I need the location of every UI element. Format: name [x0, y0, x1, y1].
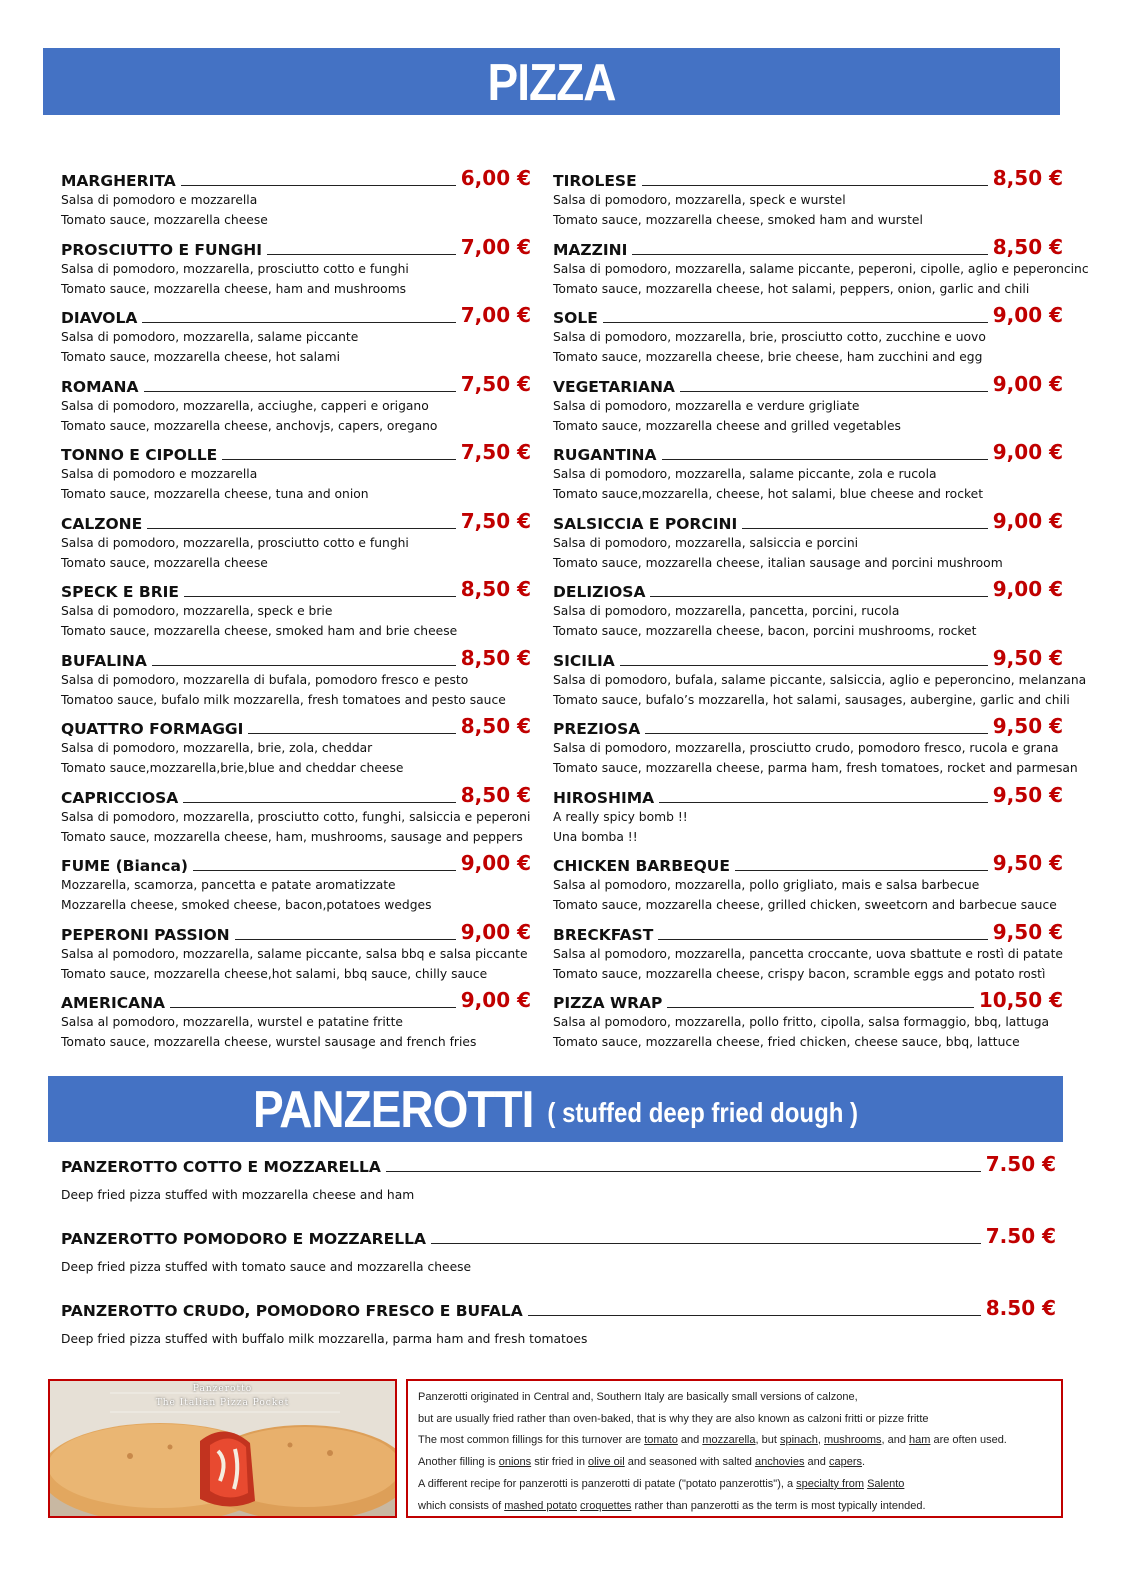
pizza-name: RUGANTINA: [553, 446, 657, 464]
pizza-description-it: Salsa di pomodoro, mozzarella, speck e brie: [61, 604, 333, 618]
pizza-item-header: [553, 574, 1063, 601]
pizza-price: 8,50 €: [460, 782, 531, 807]
info-line: A different recipe for panzerotti is panzerotti di patate ("potato panzerottis"), a specialty from Salento: [418, 1477, 905, 1490]
pizza-item: [553, 437, 1063, 506]
pizza-description-en: Tomato sauce, mozzarella cheese, ham, mushrooms, sausage and peppers: [61, 829, 523, 844]
panzerotto-header: [61, 1222, 1056, 1248]
pizza-description-it: Salsa di pomodoro, mozzarella, pancetta, porcini, rucola: [553, 604, 900, 618]
dotted-leader: [267, 254, 456, 255]
pizza-description-en: Tomato sauce,mozzarella,brie,blue and cheddar cheese: [61, 761, 404, 775]
pizza-item-header: [61, 985, 531, 1012]
dotted-leader: [680, 391, 988, 392]
pizza-item: [61, 917, 531, 986]
pizza-description-en: Tomato sauce, mozzarella cheese, hot salami: [61, 350, 340, 364]
pizza-name: TONNO E CIPOLLE: [61, 446, 218, 464]
pizza-price: 9,00 €: [992, 303, 1063, 327]
dotted-leader: [620, 665, 988, 666]
pizza-price: 9,00 €: [460, 851, 531, 875]
pizza-item: [553, 506, 1063, 575]
dotted-leader: [667, 1007, 973, 1008]
pizza-name: VEGETARIANA: [553, 377, 675, 396]
pizza-item: [553, 643, 1087, 712]
pizza-description-en: Tomato sauce, mozzarella cheese and grilled vegetables: [553, 418, 901, 433]
dotted-leader: [142, 322, 455, 323]
pizza-description-en: Tomato sauce,mozzarella, cheese, hot salami, blue cheese and rocket: [553, 487, 984, 501]
pizza-item: [61, 780, 531, 849]
dotted-leader: [144, 391, 456, 392]
pizza-name: BUFALINA: [61, 651, 147, 670]
pizza-description-it: Salsa di pomodoro, mozzarella, salame piccante: [61, 330, 359, 344]
pizza-description-it: Salsa di pomodoro, mozzarella e verdure grigliate: [553, 398, 860, 413]
pizza-name: PROSCIUTTO E FUNGHI: [61, 240, 263, 259]
dotted-leader: [193, 870, 456, 871]
pizza-price: 9,50 €: [992, 714, 1063, 738]
link-mushrooms[interactable]: mushrooms: [824, 1434, 882, 1447]
pizza-price: 9,00 €: [460, 988, 531, 1012]
pizza-description-en: Mozzarella cheese, smoked cheese, bacon,potatoes wedges: [61, 898, 432, 912]
pizza-price: 7,00 €: [460, 234, 531, 259]
pizza-description-it: Mozzarella, scamorza, pancetta e patate aromatizzate: [61, 878, 396, 892]
pizza-price: 9,00 €: [992, 577, 1063, 601]
dotted-leader: [650, 596, 987, 597]
pizza-price: 10,50 €: [978, 988, 1063, 1012]
pizza-price: 8,50 €: [992, 234, 1063, 259]
panzerotto-item: [61, 1150, 1056, 1222]
link-tomato[interactable]: tomato: [644, 1434, 678, 1447]
pizza-price: 9,50 €: [992, 919, 1063, 944]
pizza-description-en: Tomato sauce, mozzarella cheese, bacon, porcini mushrooms, rocket: [553, 624, 977, 638]
pizza-description-en: Tomato sauce, mozzarella cheese, grilled chicken, sweetcorn and barbecue sauce: [553, 898, 1057, 912]
pizza-price: 8,50 €: [460, 577, 531, 601]
dotted-leader: [235, 939, 456, 940]
pizza-description-en: Tomato sauce, mozzarella cheese, tuna and onion: [61, 487, 369, 501]
panzerotto-name: PANZEROTTO POMODORO E MOZZARELLA: [61, 1230, 426, 1248]
dotted-leader: [147, 528, 456, 529]
pizza-list-right: [553, 163, 1089, 1054]
pizza-description-it: Salsa di pomodoro, mozzarella, prosciutto cotto, funghi, salsiccia e peperoni: [61, 809, 531, 824]
dotted-leader: [152, 665, 456, 666]
pizza-item: [553, 369, 1063, 438]
dotted-leader: [184, 596, 456, 597]
pizza-description-en: Tomato sauce, mozzarella cheese, crispy bacon, scramble eggs and potato rostì: [553, 966, 1046, 981]
dotted-leader: [645, 733, 988, 734]
pizza-description-it: Salsa di pomodoro, mozzarella, acciughe, capperi e origano: [61, 398, 429, 413]
panzerotti-title: PANZEROTTI: [252, 1079, 534, 1139]
pizza-price: 7,00 €: [460, 303, 531, 327]
pizza-item: [61, 300, 531, 369]
info-line: The most common fillings for this turnover are tomato and mozzarella, but spinach, mushrooms, and ham are often used.: [418, 1434, 1007, 1447]
panzerotti-subtitle: ( stuffed deep fried dough ): [547, 1097, 859, 1129]
pizza-description-it: Salsa al pomodoro, mozzarella, wurstel e patatine fritte: [61, 1015, 403, 1029]
link-capers[interactable]: capers: [828, 1456, 862, 1469]
pizza-item: [61, 711, 531, 780]
pizza-description-it: Salsa di pomodoro, mozzarella, prosciutto cotto e funghi: [61, 261, 409, 276]
panzerotti-list: [61, 1150, 1056, 1366]
panzerotto-name: PANZEROTTO COTTO E MOZZARELLA: [61, 1158, 381, 1176]
pizza-item: [553, 711, 1078, 780]
pizza-item-header: [553, 437, 1063, 464]
pizza-name: SICILIA: [553, 651, 615, 670]
pizza-item-header: [61, 643, 531, 670]
pizza-name: DELIZIOSA: [553, 583, 646, 601]
pizza-description-it: Salsa al pomodoro, mozzarella, pancetta croccante, uova sbattute e rostì di patate: [553, 946, 1063, 961]
pizza-item-header: [61, 711, 531, 738]
panzerotto-name: PANZEROTTO CRUDO, POMODORO FRESCO E BUFALA: [61, 1302, 523, 1320]
pizza-item-header: [553, 506, 1063, 533]
pizza-name: SOLE: [553, 309, 598, 327]
panzerotti-banner: [48, 1076, 1063, 1142]
pizza-price: 9,50 €: [992, 851, 1063, 875]
pizza-price: 9,00 €: [992, 508, 1063, 533]
pizza-name: FUME (Bianca): [61, 857, 189, 875]
pizza-item: [553, 848, 1063, 917]
pizza-price: 9,00 €: [460, 919, 531, 944]
dotted-leader: [735, 870, 988, 871]
link-anchovies[interactable]: anchovies: [754, 1456, 805, 1469]
pizza-item-header: [553, 848, 1063, 875]
panzerotto-header: [61, 1150, 1056, 1176]
pizza-item: [61, 574, 531, 643]
pizza-price: 9,00 €: [992, 440, 1063, 464]
pizza-description-en: Tomato sauce, mozzarella cheese, anchovjs, capers, oregano: [61, 418, 438, 433]
pizza-description-en: Tomato sauce, mozzarella cheese: [61, 555, 268, 570]
pizza-item: [553, 985, 1063, 1054]
link-salento[interactable]: Salento: [867, 1477, 905, 1490]
dotted-leader: [248, 733, 455, 734]
dotted-leader: [659, 802, 988, 803]
pizza-description-en: Tomatoo sauce, bufalo milk mozzarella, fresh tomatoes and pesto sauce: [61, 692, 506, 707]
dotted-leader: [222, 459, 455, 460]
pizza-item: [61, 437, 531, 506]
pizza-item: [61, 232, 531, 301]
pizza-item-header: [61, 848, 531, 875]
pizza-description-en: Tomato sauce, mozzarella cheese, wurstel sausage and french fries: [61, 1035, 477, 1049]
pizza-description-it: Salsa di pomodoro, mozzarella, salsiccia e porcini: [553, 535, 859, 550]
photo-caption-title: Panzerotto: [192, 1384, 253, 1394]
link-onions[interactable]: onions: [498, 1456, 532, 1469]
pizza-description-en: Tomato sauce, mozzarella cheese, ham and mushrooms: [61, 281, 407, 296]
pizza-item-header: [61, 917, 531, 944]
panzerotto-item: [61, 1294, 1056, 1366]
link-specialty[interactable]: specialty from: [796, 1477, 865, 1490]
pizza-item-header: [553, 985, 1063, 1012]
link-olive-oil[interactable]: olive oil: [588, 1456, 625, 1469]
info-line: which consists of mashed potato croquettes rather than panzerotti as the term is most typically intended.: [418, 1499, 926, 1512]
pizza-description-en: Tomato sauce, mozzarella cheese, fried chicken, cheese sauce, bbq, lattuce: [553, 1035, 1020, 1049]
pizza-item: [553, 163, 1063, 232]
pizza-item: [553, 780, 1063, 849]
pizza-price: 8,50 €: [460, 645, 531, 670]
pizza-name: PREZIOSA: [553, 720, 641, 738]
pizza-item: [553, 917, 1063, 986]
pizza-description-it: Salsa di pomodoro, mozzarella, speck e wurstel: [553, 193, 846, 207]
pizza-item: [553, 300, 1063, 369]
dotted-leader: [742, 528, 988, 529]
pizza-item-header: [553, 917, 1063, 944]
pizza-description-it: Salsa di pomodoro, bufala, salame piccante, salsiccia, aglio e peperoncino, melanzana: [553, 672, 1087, 687]
pizza-item: [553, 574, 1063, 643]
info-line: Another filling is onions stir fried in olive oil and seasoned with salted anchovies and capers.: [418, 1456, 866, 1469]
pizza-item-header: [61, 232, 531, 259]
pizza-price: 8,50 €: [460, 714, 531, 738]
dotted-leader: [632, 254, 987, 255]
dotted-leader: [431, 1243, 981, 1244]
panzerotti-info-box: [406, 1379, 1063, 1518]
pizza-name: CALZONE: [61, 514, 143, 533]
pizza-item-header: [61, 369, 531, 396]
link-spinach[interactable]: spinach: [779, 1434, 818, 1447]
pizza-price: 8,50 €: [992, 166, 1063, 190]
pizza-item-header: [553, 643, 1063, 670]
pizza-name: AMERICANA: [61, 994, 166, 1012]
pizza-description-en: Tomato sauce, mozzarella cheese,hot salami, bbq sauce, chilly sauce: [61, 966, 488, 981]
pizza-description-en: Tomato sauce, bufalo’s mozzarella, hot salami, sausages, aubergine, garlic and chili: [553, 692, 1070, 707]
pizza-name: SALSICCIA E PORCINI: [553, 514, 738, 533]
pizza-item-header: [553, 163, 1063, 190]
pizza-description-it: Salsa al pomodoro, mozzarella, salame piccante, salsa bbq e salsa piccante: [61, 946, 528, 961]
link-croquettes[interactable]: croquettes: [580, 1499, 632, 1512]
pizza-item: [61, 163, 531, 232]
pizza-description-it: Salsa di pomodoro, mozzarella, salame piccante, peperoni, cipolle, aglio e peperoncinc: [553, 261, 1089, 276]
dotted-leader: [662, 459, 988, 460]
pizza-description-it: Salsa di pomodoro e mozzarella: [61, 193, 258, 207]
pizza-item-header: [553, 300, 1063, 327]
pizza-description-it: A really spicy bomb !!: [553, 809, 688, 824]
dotted-leader: [183, 802, 455, 803]
pizza-name: PIZZA WRAP: [553, 994, 663, 1012]
pizza-price: 9,50 €: [992, 645, 1063, 670]
pizza-description-it: Salsa di pomodoro, mozzarella, salame piccante, zola e rucola: [553, 467, 937, 481]
pizza-name: SPECK E BRIE: [61, 583, 179, 601]
dotted-leader: [603, 322, 988, 323]
panzerotto-description: Deep fried pizza stuffed with mozzarella cheese and ham: [61, 1188, 415, 1202]
pizza-price: 7,50 €: [460, 508, 531, 533]
pizza-item-header: [61, 574, 531, 601]
pizza-item: [61, 985, 531, 1054]
panzerotto-price: 7.50 €: [985, 1224, 1056, 1248]
pizza-description-it: Salsa di pomodoro, mozzarella, brie, zola, cheddar: [61, 741, 373, 755]
pizza-description-en: Tomato sauce, mozzarella cheese: [61, 213, 268, 227]
dotted-leader: [658, 939, 988, 940]
link-mozzarella[interactable]: mozzarella: [702, 1434, 756, 1447]
pizza-description-it: Salsa di pomodoro, mozzarella, brie, prosciutto cotto, zucchine e uovo: [553, 330, 986, 344]
pizza-item-header: [553, 232, 1063, 259]
pizza-description-en: Tomato sauce, mozzarella cheese, parma ham, fresh tomatoes, rocket and parmesan: [553, 761, 1078, 775]
pizza-item: [61, 369, 531, 438]
link-mashed-potato[interactable]: mashed potato: [504, 1499, 577, 1512]
pizza-price: 7,50 €: [460, 440, 531, 464]
pizza-name: HIROSHIMA: [553, 788, 655, 807]
pizza-title: PIZZA: [487, 52, 616, 111]
dotted-leader: [386, 1171, 981, 1172]
info-line: Panzerotti originated in Central and, Southern Italy are basically small versions of calzone,: [418, 1391, 858, 1403]
pizza-name: CHICKEN BARBEQUE: [553, 857, 730, 875]
dotted-leader: [170, 1007, 456, 1008]
panzerotto-description: Deep fried pizza stuffed with tomato sauce and mozzarella cheese: [61, 1260, 472, 1274]
pizza-description-it: Salsa di pomodoro, mozzarella di bufala, pomodoro fresco e pesto: [61, 672, 469, 687]
pizza-name: BRECKFAST: [553, 925, 654, 944]
panzerotto-photo: [48, 1379, 397, 1518]
pizza-item: [553, 232, 1089, 301]
pizza-description-en: Tomato sauce, mozzarella cheese, italian sausage and porcini mushroom: [553, 555, 1003, 570]
panzerotto-price: 8.50 €: [985, 1296, 1056, 1320]
info-line: but are usually fried rather than oven-baked, that is why they are also known as calzoni fritti or pizze fritte: [418, 1412, 929, 1425]
pizza-item: [61, 848, 531, 917]
pizza-item-header: [61, 300, 531, 327]
pizza-item: [61, 506, 531, 575]
pizza-item-header: [553, 369, 1063, 396]
pizza-price: 9,50 €: [992, 782, 1063, 807]
pizza-name: MARGHERITA: [61, 172, 176, 190]
pizza-name: ROMANA: [61, 377, 139, 396]
pizza-banner: [43, 48, 1060, 115]
pizza-description-en: Tomato sauce, mozzarella cheese, hot salami, peppers, onion, garlic and chili: [553, 281, 1030, 296]
pizza-description-it: Salsa al pomodoro, mozzarella, pollo fritto, cipolla, salsa formaggio, bbq, lattuga: [553, 1015, 1050, 1029]
pizza-price: 6,00 €: [460, 166, 531, 190]
panzerotto-description: Deep fried pizza stuffed with buffalo milk mozzarella, parma ham and fresh tomatoes: [61, 1332, 588, 1346]
pizza-description-it: Salsa di pomodoro, mozzarella, prosciutto crudo, pomodoro fresco, rucola e grana: [553, 741, 1059, 755]
photo-caption-subtitle: The Italian Pizza Pocket: [155, 1398, 290, 1408]
pizza-description-it: Salsa di pomodoro e mozzarella: [61, 467, 258, 481]
dotted-leader: [528, 1315, 981, 1316]
pizza-description-it: Salsa al pomodoro, mozzarella, pollo grigliato, mais e salsa barbecue: [553, 878, 980, 892]
panzerotto-item: [61, 1222, 1056, 1294]
panzerotto-price: 7.50 €: [985, 1152, 1056, 1176]
pizza-item-header: [553, 711, 1063, 738]
pizza-item-header: [61, 437, 531, 464]
pizza-price: 7,50 €: [460, 371, 531, 396]
pizza-description-it: Salsa di pomodoro, mozzarella, prosciutto cotto e funghi: [61, 535, 409, 550]
pizza-name: TIROLESE: [553, 172, 637, 190]
link-ham[interactable]: ham: [909, 1434, 931, 1447]
pizza-item-header: [61, 780, 531, 807]
pizza-description-en: Una bomba !!: [553, 829, 638, 844]
pizza-item: [61, 643, 531, 712]
pizza-description-en: Tomato sauce, mozzarella cheese, smoked ham and brie cheese: [61, 624, 458, 638]
pizza-price: 9,00 €: [992, 371, 1063, 396]
pizza-name: CAPRICCIOSA: [61, 788, 179, 807]
dotted-leader: [642, 185, 988, 186]
pizza-item-header: [61, 506, 531, 533]
pizza-name: PEPERONI PASSION: [61, 925, 230, 944]
pizza-name: QUATTRO FORMAGGI: [61, 720, 244, 738]
pizza-name: MAZZINI: [553, 240, 628, 259]
pizza-list-left: [61, 163, 531, 1054]
dotted-leader: [181, 185, 456, 186]
pizza-description-en: Tomato sauce, mozzarella cheese, brie cheese, ham zucchini and egg: [553, 350, 983, 364]
panzerotto-header: [61, 1294, 1056, 1320]
pizza-item-header: [61, 163, 531, 190]
pizza-description-en: Tomato sauce, mozzarella cheese, smoked ham and wurstel: [553, 213, 923, 227]
pizza-name: DIAVOLA: [61, 309, 138, 327]
pizza-item-header: [553, 780, 1063, 807]
